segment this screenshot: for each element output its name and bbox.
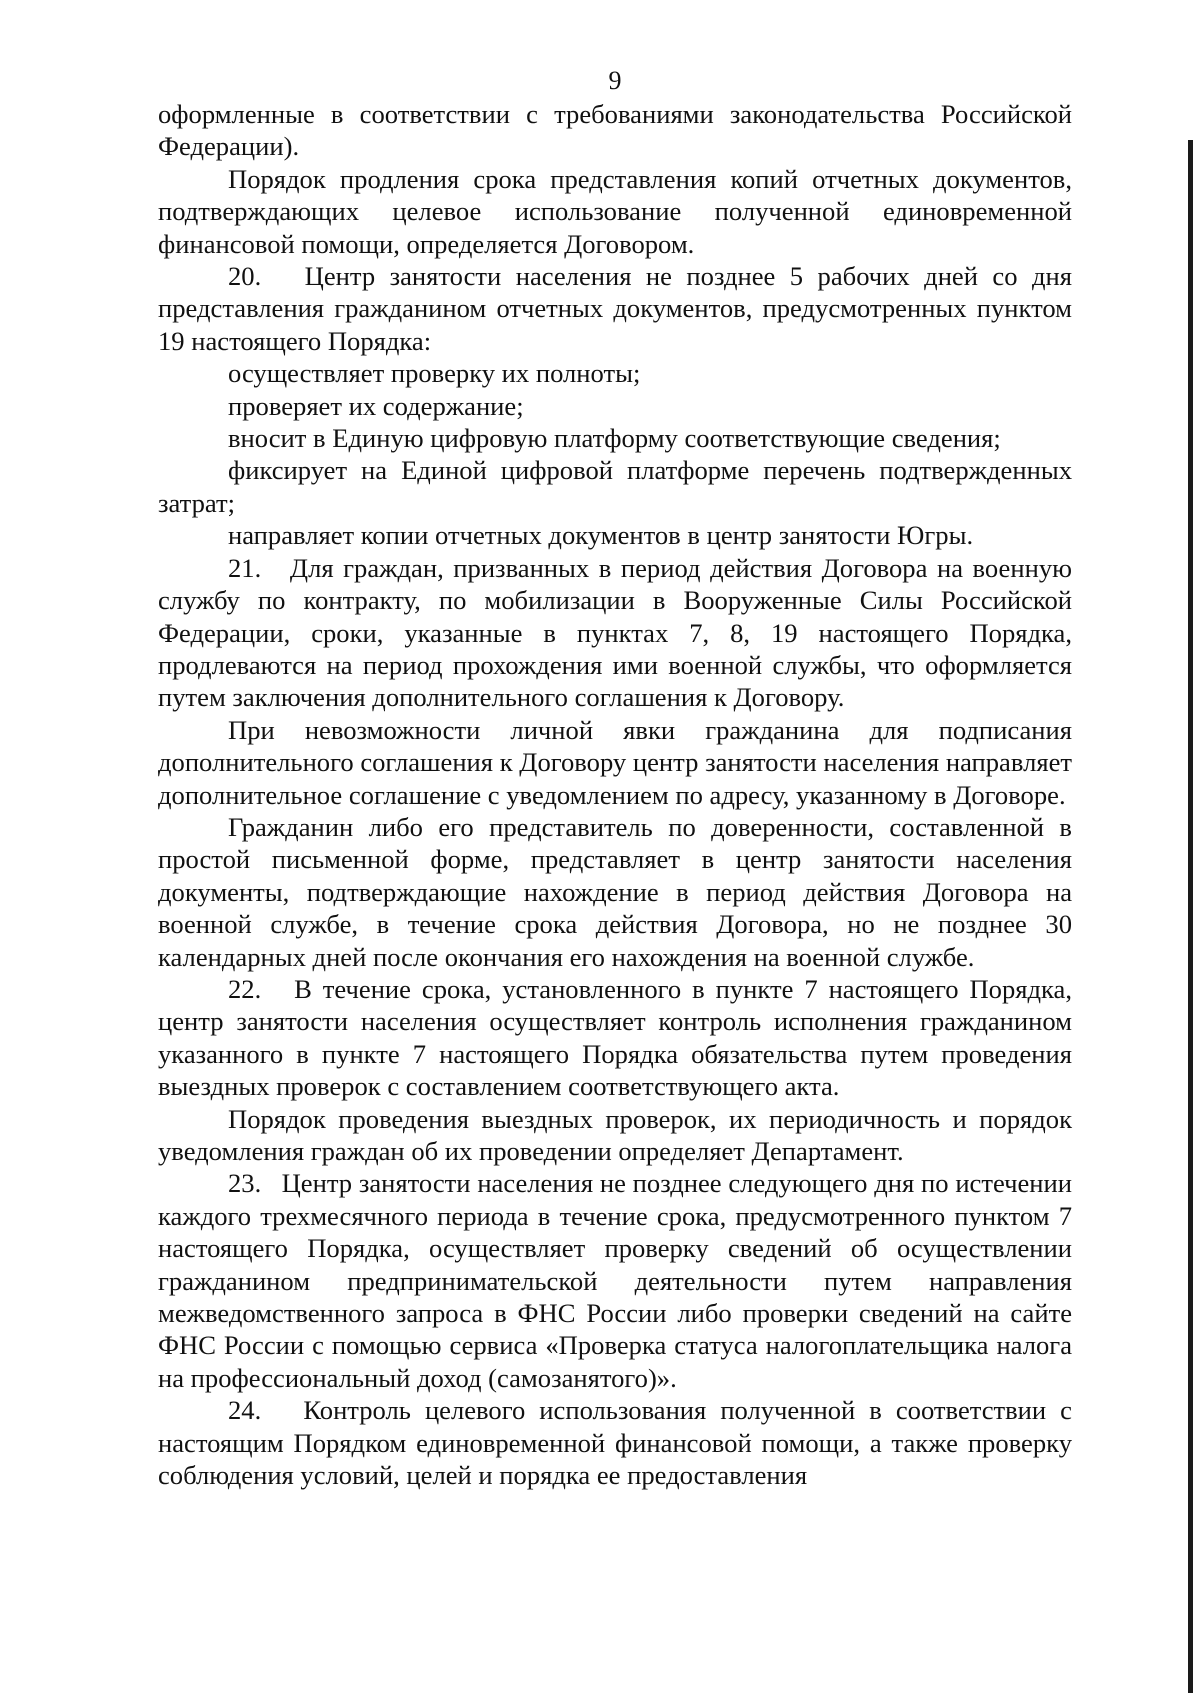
page-number: 9 <box>608 66 622 95</box>
paragraph-record-costs: фиксирует на Единой цифровой платформе перечень подтвержденных затрат; <box>158 455 1072 518</box>
paragraph-item-23: 23. Центр занятости населения не позднее следующего дня по истечении каждого трехмесячного периода в течение срока, предусмотренного пунктом 7 настоящего Порядка, осуществляет проверку сведений об осуществлении гражданином предпринимательской деятельности путем направления межведомственного запроса в ФНС России либо проверки сведений на сайте ФНС России с помощью сервиса «Проверка статуса налогоплательщика налога на профессиональный доход (самозанятого)». <box>158 1168 1072 1393</box>
paragraph-check-completeness: осуществляет проверку их полноты; <box>228 358 641 389</box>
paragraph-send-copies: направляет копии отчетных документов в центр занятости Югры. <box>228 520 974 551</box>
paragraph-extension-procedure: Порядок продления срока представления копий отчетных документов, подтверждающих целевое использование полученной единовременной финансовой помощи, определяется Договором. <box>158 163 1072 259</box>
paragraph-no-personal-attendance: При невозможности личной явки гражданина для подписания дополнительного соглашения к Договору центр занятости населения направляет дополнительное соглашение с уведомлением по адресу, указанному в Договоре. <box>158 714 1072 810</box>
paragraph-item-22: 22. В течение срока, установленного в пункте 7 настоящего Порядка, центр занятости населения осуществляет контроль исполнения гражданином указанного в пункте 7 настоящего Порядка обязательства путем проведения выездных проверок с составлением соответствующего акта. <box>158 973 1072 1102</box>
paragraph-continuation: оформленные в соответствии с требованиями законодательства Российской Федерации). <box>158 99 1072 162</box>
paragraph-item-20: 20. Центр занятости населения не позднее 5 рабочих дней со дня представления гражданином отчетных документов, предусмотренных пунктом 19 настоящего Порядка: <box>158 261 1072 356</box>
scan-edge-bar <box>1188 140 1193 1693</box>
paragraph-check-content: проверяет их содержание; <box>228 390 524 421</box>
paragraph-enter-platform: вносит в Единую цифровую платформу соответствующие сведения; <box>228 423 1001 454</box>
document-body <box>158 98 1072 1491</box>
paragraph-item-24: 24. Контроль целевого использования полученной в соответствии с настоящим Порядком единовременной финансовой помощи, а также проверку соблюдения условий, целей и порядка ее предоставления <box>158 1395 1072 1491</box>
paragraph-representative: Гражданин либо его представитель по доверенности, составленной в простой письменной форме, представляет в центр занятости населения документы, подтверждающие нахождение в период действия Договора на военной службе, в течение срока действия Договора, но не позднее 30 календарных дней после окончания его нахождения на военной службе. <box>158 811 1072 972</box>
paragraph-inspection-procedure: Порядок проведения выездных проверок, их периодичность и порядок уведомления граждан об их проведении определяет Департамент. <box>158 1103 1072 1166</box>
paragraph-item-21: 21. Для граждан, призванных в период действия Договора на военную службу по контракту, по мобилизации в Вооруженные Силы Российской Федерации, сроки, указанные в пунктах 7, 8, 19 настоящего Порядка, продлеваются на период прохождения ими военной службы, что оформляется путем заключения дополнительного соглашения к Договору. <box>158 552 1072 713</box>
